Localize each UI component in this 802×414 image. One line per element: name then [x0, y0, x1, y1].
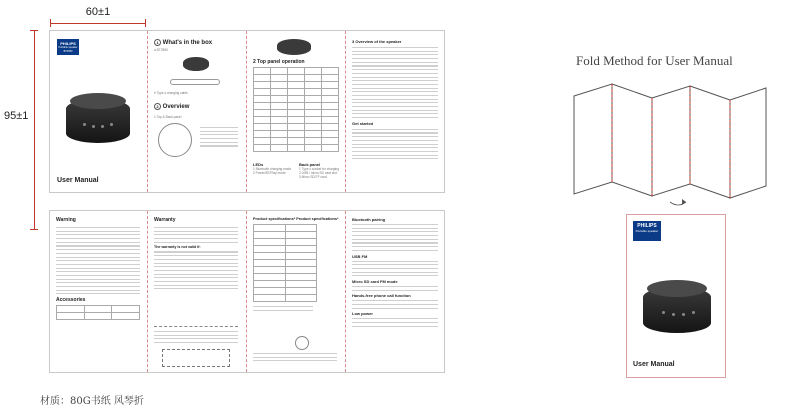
section-text: [352, 318, 438, 326]
speaker-image: [66, 89, 130, 145]
speaker-button-dot: [662, 311, 665, 314]
specifications-panel: [247, 211, 345, 372]
dealer-stamp-box: [162, 349, 230, 367]
warranty-panel: [148, 211, 246, 372]
brand-sub: Portable speaker: [635, 229, 659, 233]
height-dimension-label: 95±1: [4, 110, 29, 122]
box-item-b: b Type-c charging cable: [154, 91, 188, 95]
leds-item: 1 Bluetooth charging mode: [253, 167, 292, 171]
fold-panel: [730, 88, 766, 198]
warning-panel: [50, 211, 147, 372]
section-text: [352, 261, 438, 277]
top-back-label: 1 Top & Back panel: [154, 115, 182, 119]
speaker-button-dot: [92, 125, 95, 128]
section-text: [352, 286, 438, 291]
cover-title: User Manual: [633, 361, 675, 368]
speaker-button-dot: [682, 313, 685, 316]
specifications-table: [253, 224, 317, 302]
warning-title: Warning: [56, 217, 76, 223]
fold-panel: [574, 84, 612, 194]
brand-name: PHILIPS: [60, 41, 76, 46]
micro-sd-title: Micro SD card FM mode: [352, 278, 398, 284]
manual-back-sheet: [49, 210, 445, 373]
cover-title: User Manual: [57, 177, 99, 184]
height-dimension-line: [34, 30, 35, 230]
section-title: Overview: [162, 104, 190, 110]
cover-panel: [50, 31, 147, 192]
leds-item: 2 Power/BT/Play mode: [253, 171, 286, 175]
get-started-text: [352, 129, 438, 160]
brand-sub: Portable speaker: [58, 46, 78, 49]
callout-lines: [200, 127, 238, 149]
overview-text: [352, 47, 438, 118]
fold-diagram: [560, 78, 780, 208]
top-panel-diagram: [158, 123, 192, 157]
speaker-top: [647, 280, 707, 297]
get-started-title: Get started: [352, 120, 374, 126]
fold-panel: [652, 86, 690, 196]
speaker-button-dot: [110, 123, 113, 126]
functions-panel: [346, 211, 445, 372]
back-panel-title: Back panel: [299, 162, 321, 167]
speaker-button-dot: [692, 311, 695, 314]
manual-front-sheet: [49, 30, 445, 193]
section-heading: [154, 103, 189, 110]
specifications-notes: [253, 306, 313, 311]
operation-table: [253, 67, 339, 152]
accessories-title: Accessories: [56, 297, 86, 304]
legal-text: [253, 353, 337, 364]
speaker-image: [643, 275, 711, 335]
low-power-title: Low power: [352, 311, 373, 317]
specifications-title: Product specifications* Product specifications*: [253, 217, 339, 221]
model-small: BT2550: [63, 49, 73, 53]
warranty-card-divider: [154, 326, 238, 327]
section-number: 2: [154, 103, 161, 110]
height-dimension-tick-top: [30, 30, 38, 31]
warranty-card-fields: [154, 331, 238, 346]
height-dimension: [2, 30, 42, 230]
top-panel-operation-panel: [247, 31, 345, 192]
philips-logo: [633, 221, 661, 241]
accessories-table: [56, 305, 140, 320]
width-dimension-tick-left: [50, 19, 51, 27]
overview-title: 3 Overview of the speaker: [352, 39, 402, 44]
philips-shield-logo: [295, 336, 309, 350]
fold-arrow-head: [682, 199, 686, 205]
warranty-subhead: The warranty is not valid if:: [154, 245, 201, 250]
brand-name: PHILIPS: [637, 223, 657, 229]
speaker-button-dot: [101, 125, 104, 128]
speaker-overview-panel: [346, 31, 445, 192]
back-panel-item: 1 Type-c socket for charging: [299, 167, 339, 171]
speaker-top: [70, 93, 126, 109]
width-dimension-label: 60±1: [85, 6, 111, 18]
warranty-conditions: [154, 251, 238, 289]
speaker-thumbnail: [277, 39, 311, 55]
philips-logo: [57, 39, 79, 55]
warranty-title: Warranty: [154, 217, 176, 223]
section-text: [352, 300, 438, 308]
hands-free-title: Hands-free phone call function: [352, 293, 411, 299]
material-note: 材质：80G书纸 风琴折: [40, 396, 144, 407]
section-text: [352, 224, 438, 251]
top-panel-title: 2 Top panel operation: [253, 59, 305, 65]
width-dimension: [50, 6, 146, 26]
width-dimension-tick-right: [145, 19, 146, 27]
warning-text: [56, 227, 140, 294]
height-dimension-tick-bottom: [30, 229, 38, 230]
folded-manual-preview: [626, 214, 726, 378]
box-item-a: a BT2550: [154, 48, 168, 52]
fold-method-title: Fold Method for User Manual: [576, 53, 733, 68]
section-heading: [154, 39, 240, 46]
width-dimension-line: [50, 23, 146, 24]
speaker-thumbnail: [183, 57, 209, 71]
section-title: What's in the box: [162, 40, 213, 46]
back-panel-item: 3 Micro SD/TF card: [299, 175, 327, 179]
whats-in-box-panel: [148, 31, 246, 192]
bluetooth-pairing-title: Bluetooth pairing: [352, 217, 386, 222]
fold-panel: [612, 84, 652, 196]
cable-illustration: [170, 79, 220, 85]
speaker-button-dot: [672, 313, 675, 316]
fold-panel: [690, 86, 730, 198]
usb-fm-title: USB FM: [352, 253, 368, 259]
back-panel-item: 2 USB / micro SD card slot: [299, 171, 337, 175]
leds-title: LEDs: [253, 162, 264, 167]
speaker-button-dot: [83, 123, 86, 126]
section-number: 1: [154, 39, 161, 46]
warranty-text: [154, 227, 238, 243]
